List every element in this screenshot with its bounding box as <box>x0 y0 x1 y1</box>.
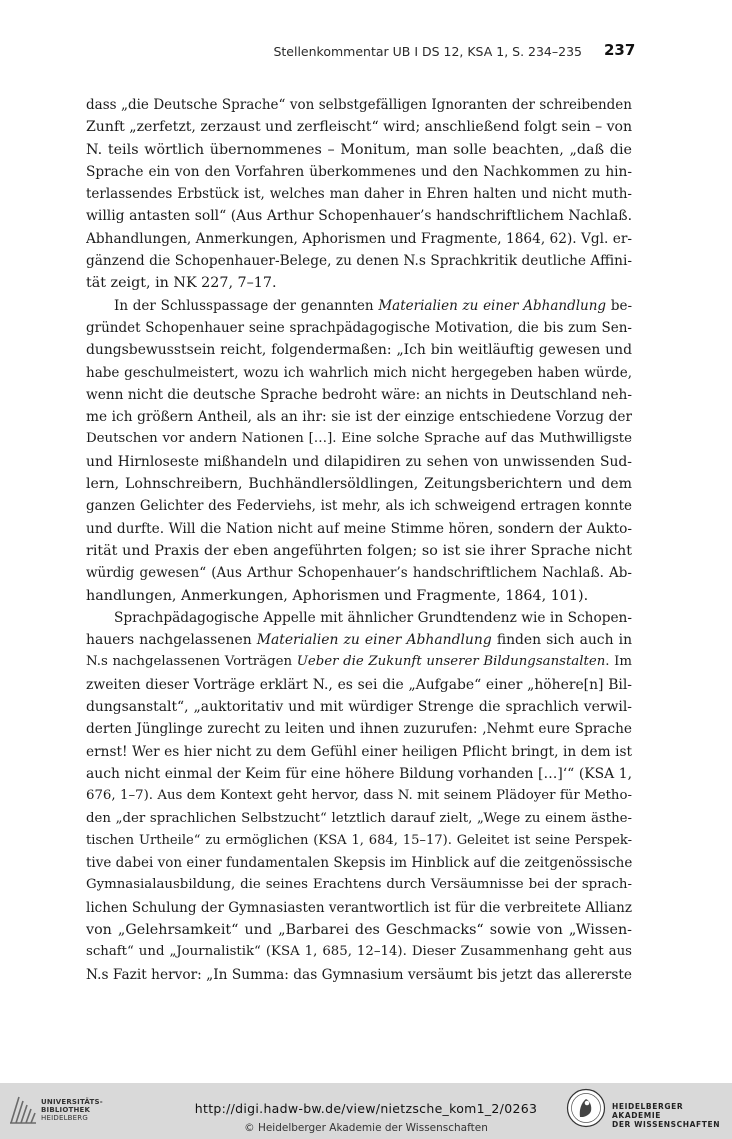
text-segment: Abhandlungen, Anmerkungen, Aphorismen und Fragmente, 1864, 62). Vgl. er- <box>86 230 632 247</box>
academy-name-line: DER WISSENSCHAFTEN <box>612 1120 721 1129</box>
text-line <box>86 629 632 651</box>
text-line <box>86 518 632 540</box>
page-number: 237 <box>604 41 636 59</box>
text-segment: schaft“ und „Journalistik“ (KSA 1, 685, 12–14). Dieser Zusammenhang geht aus <box>86 944 632 960</box>
text-segment: ganzen Gelichter des Federviehs, ist mehr, als ich schweigend ertragen konnte <box>86 498 632 515</box>
text-segment: derten Jünglinge zurecht zu leiten und ihnen zuzurufen: ‚Nehmt eure Sprache <box>86 721 632 738</box>
text-line <box>86 205 632 227</box>
academy-name-line: HEIDELBERGER AKADEMIE <box>612 1102 684 1120</box>
text-segment: Deutschen vor andern Nationen […]. Eine solche Sprache auf das Muthwilligste <box>86 431 632 447</box>
footer-bar <box>0 1083 732 1139</box>
university-library-name-line: BIBLIOTHEK <box>41 1106 91 1114</box>
text-segment: dungsbewusstsein reicht, folgendermaßen: „Ich bin weitläuftig gewesen und <box>86 342 632 359</box>
university-library-name-line: UNIVERSITÄTS- <box>41 1098 103 1106</box>
text-segment: N.s nachgelassenen Vorträgen <box>86 654 297 670</box>
text-segment: und durfte. Will die Nation nicht auf meine Stimme hören, sondern der Aukto- <box>86 520 632 537</box>
text-segment: ernst! Wer es hier nicht zu dem Gefühl einer heiligen Pflicht bringt, in dem ist <box>86 743 632 760</box>
text-line <box>86 808 632 830</box>
text-segment: lern, Lohnschreibern, Buchhändlersöldlingen, Zeitungsberichtern und dem <box>86 476 632 493</box>
text-segment: terlassendes Erbstück ist, welches man daher in Ehren halten und nicht muth- <box>86 186 632 203</box>
text-segment: handlungen, Anmerkungen, Aphorismen und Fragmente, 1864, 101). <box>86 587 589 604</box>
text-line <box>86 763 632 785</box>
text-line <box>86 919 632 941</box>
text-segment: wenn nicht die deutsche Sprache bedroht wäre: an nichts in Deutschland neh- <box>86 386 632 403</box>
text-line <box>86 718 632 740</box>
text-segment: tischen Urtheile“ zu ermöglichen (KSA 1, 684, 15–17). Geleitet ist seine Perspek- <box>86 832 632 848</box>
text-segment: habe geschulmeistert, wozu ich wahrlich mich nicht hergegeben haben würde, <box>86 364 632 381</box>
text-line <box>86 116 632 138</box>
work-title: Materialien zu einer Abhandlung <box>256 632 492 649</box>
text-segment: tät zeigt, in NK 227, 7–17. <box>86 275 277 292</box>
text-line <box>86 741 632 763</box>
text-line <box>86 250 632 272</box>
text-segment: würdig gewesen“ (Aus Arthur Schopenhauer’s handschriftlichem Nachlaß. Ab- <box>86 565 632 582</box>
text-line <box>86 406 632 428</box>
text-segment: 676, 1–7). Aus dem Kontext geht hervor, dass N. mit seinem Plädoyer für Metho- <box>86 788 632 804</box>
text-segment: auch nicht einmal der Keim für eine höhere Bildung vorhanden […]‘“ (KSA 1, <box>86 765 632 782</box>
copyright-notice: © Heidelberger Akademie der Wissenschaften <box>244 1122 488 1134</box>
text-line <box>86 339 632 361</box>
text-segment: von „Gelehrsamkeit“ und „Barbarei des Geschmacks“ sowie von „Wissen- <box>86 921 632 938</box>
text-segment: willig antasten soll“ (Aus Arthur Schopenhauer’s handschriftlichem Nachlaß. <box>86 208 632 225</box>
text-segment: gründet Schopenhauer seine sprachpädagogische Motivation, die bis zum Sen- <box>86 319 632 336</box>
text-line <box>86 495 632 517</box>
text-line <box>86 473 632 495</box>
text-line <box>86 183 632 205</box>
text-line <box>86 674 632 696</box>
text-segment: Sprache ein von den Vorfahren überkommenes und den Nachkommen zu hin- <box>86 163 632 180</box>
text-line <box>86 161 632 183</box>
text-line <box>86 317 632 339</box>
academy-seal-icon <box>566 1088 606 1128</box>
text-segment: N. teils wörtlich übernommenes – Monitum, man solle beachten, „daß die <box>86 141 632 158</box>
text-segment: be- <box>606 297 632 314</box>
work-title: Ueber die Zukunft unserer Bildungsanstalten <box>296 654 606 670</box>
main-text <box>86 94 632 986</box>
text-line <box>86 651 632 673</box>
text-line <box>86 897 632 919</box>
text-line <box>86 785 632 807</box>
text-segment: zweiten dieser Vorträge erklärt N., es sei die „Aufgabe“ einer „höhere[n] Bil- <box>86 676 632 693</box>
text-segment: dass „die Deutsche Sprache“ von selbstgefälligen Ignoranten der schreibenden <box>86 97 632 113</box>
academy-name <box>612 1102 732 1129</box>
source-url-link[interactable]: http://digi.hadw-bw.de/view/nietzsche_kom1_2/0263 <box>194 1101 538 1116</box>
text-line <box>86 562 632 584</box>
text-line <box>86 830 632 852</box>
text-segment: Zunft „zerfetzt, zerzaust und zerfleischt“ wird; anschließend folgt sein – von <box>86 119 632 136</box>
text-segment: rität und Praxis der eben angeführten folgen; so ist sie ihrer Sprache nicht <box>86 542 632 559</box>
text-line <box>86 451 632 473</box>
text-line <box>86 696 632 718</box>
text-line <box>86 428 632 450</box>
text-line <box>86 94 632 116</box>
text-segment: gänzend die Schopenhauer-Belege, zu denen N.s Sprachkritik deutliche Affini- <box>86 253 632 270</box>
text-segment: und Hirnloseste mißhandeln und dilapidiren zu sehen von unwissenden Sud- <box>86 453 632 470</box>
text-segment: me ich größern Antheil, als an ihr: sie ist der einzige entschiedene Vorzug der <box>86 409 632 426</box>
text-segment: Gymnasialausbildung, die seines Erachtens durch Versäumnisse bei der sprach- <box>86 877 632 893</box>
running-head: Stellenkommentar UB I DS 12, KSA 1, S. 234–235 <box>273 44 582 59</box>
text-line <box>86 384 632 406</box>
text-line <box>86 139 632 161</box>
text-segment: den „der sprachlichen Selbstzucht“ letztlich darauf zielt, „Wege zu einem ästhe- <box>86 810 632 826</box>
text-segment: tive dabei von einer fundamentalen Skepsis im Hinblick auf die zeitgenössische <box>86 855 632 872</box>
text-segment: . Im <box>605 654 632 670</box>
text-segment: In der Schlusspassage der genannten <box>114 297 379 314</box>
text-line <box>86 295 632 317</box>
text-line <box>86 607 632 629</box>
text-segment: N.s Fazit hervor: „In Summa: das Gymnasium versäumt bis jetzt das allererste <box>86 966 632 983</box>
text-line <box>86 941 632 963</box>
text-line <box>86 874 632 896</box>
text-segment: dungsanstalt“, „auktoritativ und mit würdiger Strenge die sprachlich verwil- <box>86 699 632 716</box>
text-segment: Sprachpädagogische Appelle mit ähnlicher Grundtendenz wie in Schopen- <box>114 609 632 626</box>
text-line <box>86 852 632 874</box>
text-line <box>86 540 632 562</box>
university-library-name-line: HEIDELBERG <box>41 1114 88 1122</box>
text-line <box>86 585 632 607</box>
text-line <box>86 272 632 294</box>
text-line <box>86 964 632 986</box>
text-segment: lichen Schulung der Gymnasiasten verantwortlich ist für die verbreitete Allianz <box>86 899 632 916</box>
work-title: Materialien zu einer Abhandlung <box>378 297 607 314</box>
text-line <box>86 362 632 384</box>
text-line <box>86 228 632 250</box>
text-segment: finden sich auch in <box>491 632 632 649</box>
text-segment: hauers nachgelassenen <box>86 632 257 649</box>
